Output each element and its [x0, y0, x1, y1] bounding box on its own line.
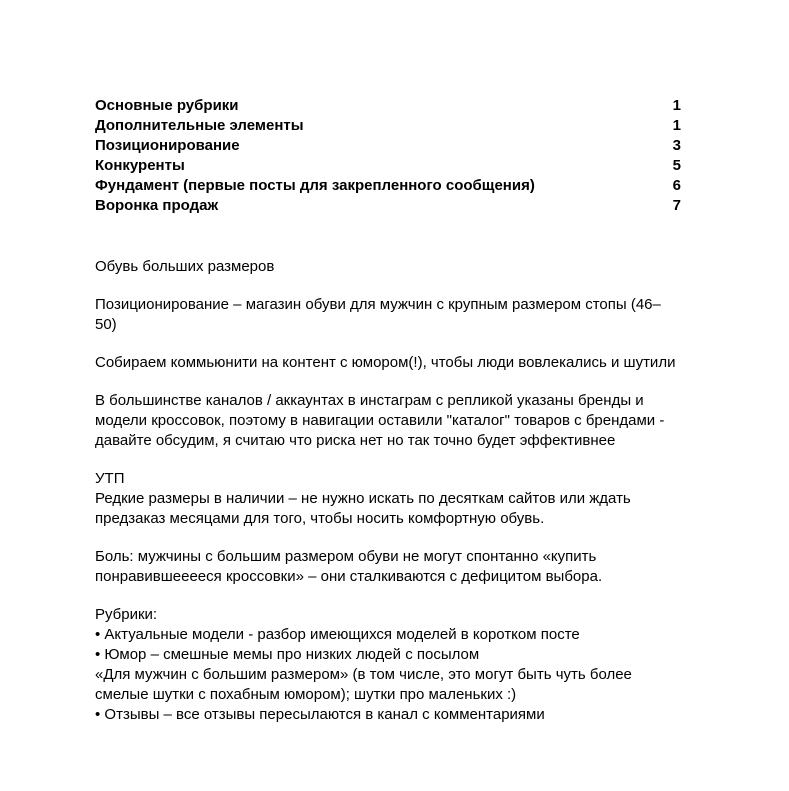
bullet-item: • Юмор – смешные мемы про низких людей с посылом [95, 646, 480, 663]
toc-entry-label: Дополнительные элементы [95, 117, 304, 134]
toc-entry-label: Конкуренты [95, 157, 185, 174]
paragraph-line: Собираем коммьюнити на контент с юмором(!), чтобы люди вовлекались и шутили [95, 354, 676, 371]
toc-entry-label: Воронка продаж [95, 197, 219, 214]
toc-entry-label: Позиционирование [95, 137, 240, 154]
toc-entry-label: Основные рубрики [95, 97, 239, 114]
toc-entry[interactable] [95, 196, 681, 216]
paragraph [95, 257, 681, 277]
paragraph [95, 391, 681, 451]
paragraph-line: Боль: мужчины с большим размером обуви не могут спонтанно «купить понравившееееся кроссовки» – они сталкиваются с дефицитом выбора. [95, 548, 603, 585]
bullet-continuation: «Для мужчин с большим размером» (в том числе, это могут быть чуть более смелые шутки с похабным юмором); шутки про маленьких :) [95, 666, 632, 703]
document-body [95, 257, 681, 725]
paragraph-line: Позиционирование – магазин обуви для мужчин с крупным размером стопы (46–50) [95, 296, 661, 333]
toc-entry[interactable] [95, 96, 681, 116]
toc-entry-page: 1 [672, 97, 681, 114]
toc-entry-label: Фундамент (первые посты для закрепленного сообщения) [95, 177, 535, 194]
paragraph-line: УТП [95, 470, 125, 487]
toc-entry-page: 5 [672, 157, 681, 174]
paragraph-line: Рубрики: [95, 606, 158, 623]
bullet-item: • Отзывы – все отзывы пересылаются в канал с комментариями [95, 706, 545, 723]
paragraph [95, 605, 681, 725]
paragraph [95, 353, 681, 373]
bullet-item: • Актуальные модели - разбор имеющихся моделей в коротком посте [95, 626, 580, 643]
toc-entry[interactable] [95, 156, 681, 176]
paragraph-line: Редкие размеры в наличии – не нужно искать по десяткам сайтов или ждать предзаказ месяцами для того, чтобы носить комфортную обувь. [95, 490, 631, 527]
paragraph [95, 547, 681, 587]
toc-entry-page: 6 [672, 177, 681, 194]
paragraph-line: Обувь больших размеров [95, 258, 275, 275]
toc-entry[interactable] [95, 116, 681, 136]
toc-entry-page: 3 [672, 137, 681, 154]
paragraph [95, 295, 681, 335]
toc-entry-page: 7 [672, 197, 681, 214]
toc-entry[interactable] [95, 136, 681, 156]
toc-entry[interactable] [95, 176, 681, 196]
toc-entry-page: 1 [672, 117, 681, 134]
document-content [95, 96, 681, 725]
paragraph-line: В большинстве каналов / аккаунтах в инстаграм с репликой указаны бренды и модели кроссовок, поэтому в навигации оставили "каталог" товаров с брендами - давайте обсудим, я считаю что риска нет но так точно будет эффективнее [95, 392, 665, 449]
table-of-contents [95, 96, 681, 216]
paragraph [95, 469, 681, 529]
